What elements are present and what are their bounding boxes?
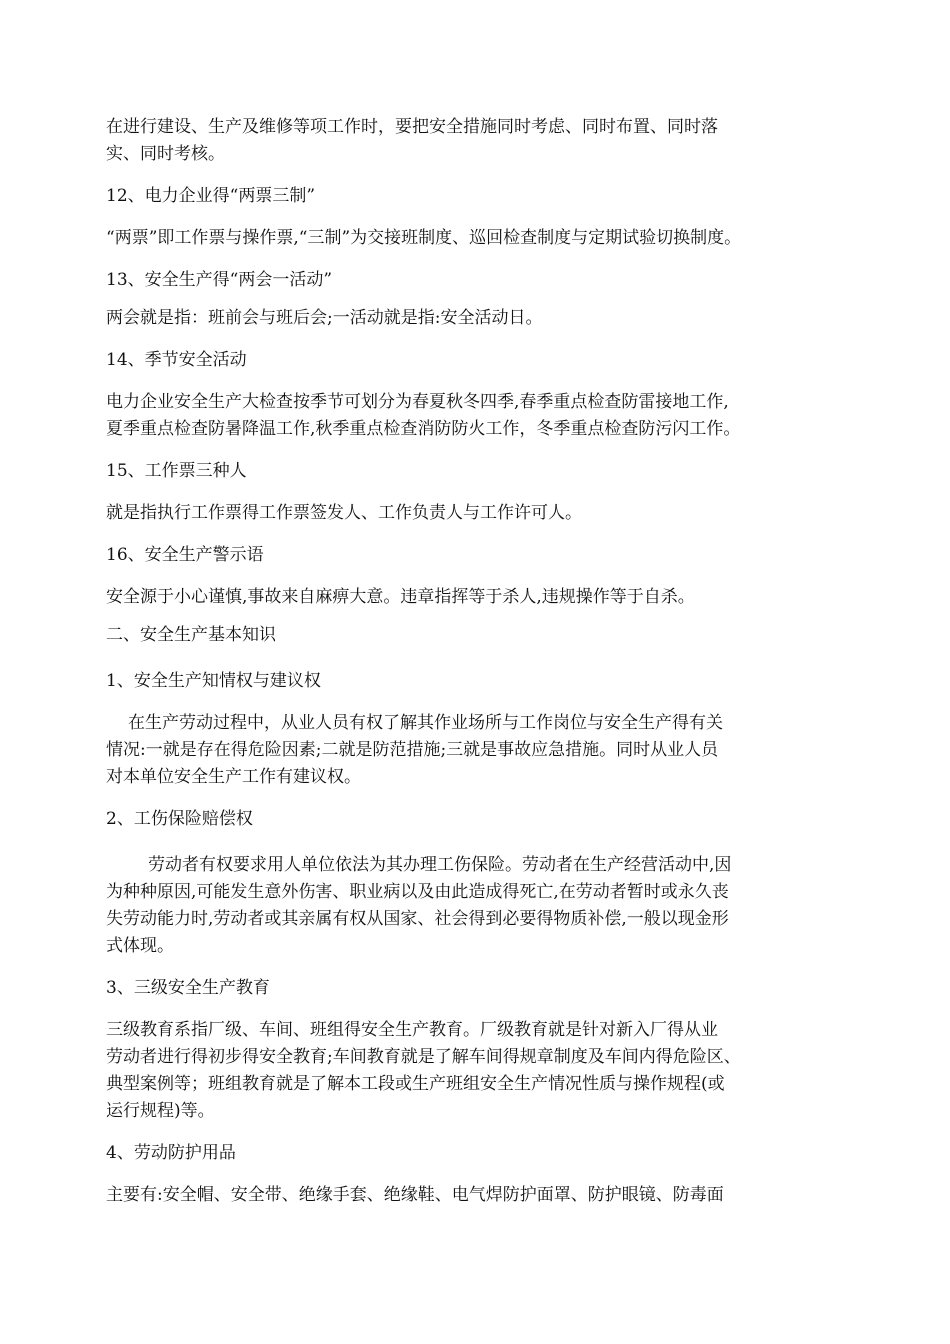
paragraph-safety-measures [106, 114, 846, 168]
heading-4-protective-equipment: 4、劳动防护用品 [106, 1143, 236, 1163]
text-line: 式体现。 [106, 936, 174, 956]
text-line: 为种种原因,可能发生意外伤害、职业病以及由此造成得死亡,在劳动者暂时或永久丧 [106, 882, 729, 902]
text-line: “两票”即工作票与操作票,“三制”为交接班制度、巡回检查制度与定期试验切换制度。 [106, 228, 742, 248]
heading-1-right-to-know: 1、安全生产知情权与建议权 [106, 671, 321, 691]
text-line: 主要有:安全帽、安全带、绝缘手套、绝缘鞋、电气焊防护面罩、防护眼镜、防毒面 [106, 1185, 724, 1205]
paragraph-right-to-know [106, 710, 846, 791]
text-line: 两会就是指：班前会与班后会;一活动就是指:安全活动日。 [106, 308, 543, 328]
heading-3-three-level-education: 3、三级安全生产教育 [106, 978, 270, 998]
text-line: 劳动者有权要求用人单位依法为其办理工伤保险。劳动者在生产经营活动中,因 [148, 855, 732, 875]
text-line: 在进行建设、生产及维修等项工作时，要把安全措施同时考虑、同时布置、同时落 [106, 117, 718, 137]
text-line: 实、同时考核。 [106, 144, 225, 164]
text-line: 典型案例等；班组教育就是了解本工段或生产班组安全生产情况性质与操作规程(或 [106, 1074, 725, 1094]
paragraph-injury-insurance [106, 852, 846, 960]
paragraph-two-tickets [106, 225, 846, 252]
heading-16: 16、安全生产警示语 [106, 545, 264, 565]
heading-section-2: 二、安全生产基本知识 [106, 625, 276, 645]
text-line: 对本单位安全生产工作有建议权。 [106, 767, 361, 787]
text-line: 在生产劳动过程中，从业人员有权了解其作业场所与工作岗位与安全生产得有关 [128, 713, 723, 733]
text-line: 情况:一就是存在得危险因素;二就是防范措施;三就是事故应急措施。同时从业人员 [106, 740, 719, 760]
text-line: 就是指执行工作票得工作票签发人、工作负责人与工作许可人。 [106, 503, 582, 523]
text-line: 安全源于小心谨慎,事故来自麻痹大意。违章指挥等于杀人,违规操作等于自杀。 [106, 587, 695, 607]
heading-14: 14、季节安全活动 [106, 350, 247, 370]
text-line: 运行规程)等。 [106, 1101, 215, 1121]
text-line: 劳动者进行得初步得安全教育;车间教育就是了解车间得规章制度及车间内得危险区、 [106, 1047, 741, 1067]
paragraph-protective-equipment [106, 1182, 846, 1209]
paragraph-three-level-education [106, 1017, 846, 1125]
text-line: 三级教育系指厂级、车间、班组得安全生产教育。厂级教育就是针对新入厂得从业 [106, 1020, 718, 1040]
heading-15: 15、工作票三种人 [106, 461, 247, 481]
paragraph-warning [106, 584, 846, 611]
paragraph-two-meetings [106, 305, 846, 332]
heading-13: 13、安全生产得“两会一活动” [106, 270, 333, 290]
paragraph-seasonal [106, 389, 846, 443]
text-line: 电力企业安全生产大检查按季节可划分为春夏秋冬四季,春季重点检查防雷接地工作, [106, 392, 729, 412]
document-body [106, 114, 846, 1209]
heading-2-injury-insurance: 2、工伤保险赔偿权 [106, 809, 253, 829]
heading-12: 12、电力企业得“两票三制” [106, 186, 316, 206]
text-line: 失劳动能力时,劳动者或其亲属有权从国家、社会得到必要得物质补偿,一般以现金形 [106, 909, 729, 929]
paragraph-three-persons [106, 500, 846, 527]
text-line: 夏季重点检查防暑降温工作,秋季重点检查消防防火工作，冬季重点检查防污闪工作。 [106, 419, 741, 439]
